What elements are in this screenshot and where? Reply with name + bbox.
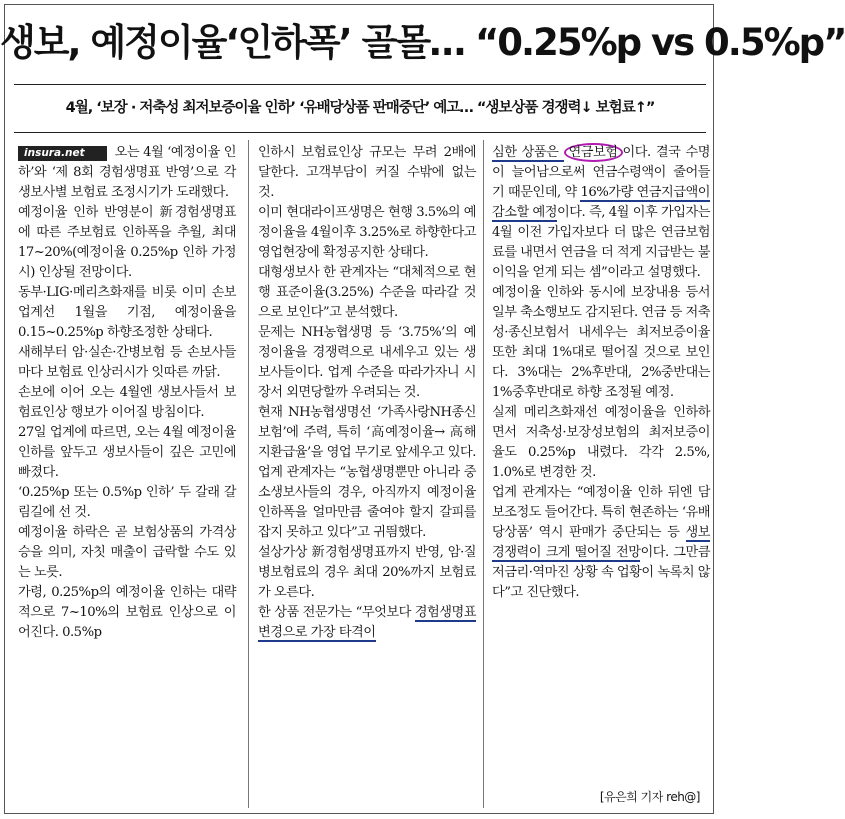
paragraph: 이미 현대라이프생명은 현행 3.5%의 예정이율을 4월이후 3.25%로 하향한다고 영업현장에 확정공지한 상태다. [258, 205, 476, 260]
paragraph: 인하시 보험료인상 규모는 무려 2배에 달한다. 고객부담이 커질 수밖에 없는 것. [258, 145, 476, 200]
paragraph: 업계 관계자는 “농협생명뿐만 아니라 중소생보사들의 경우, 아직까지 예정이율 인하폭을 얼마만큼 줄여야 할지 갈피를 잡지 못하고 있다”고 귀띔했다. [258, 465, 476, 540]
paragraph: 예정이율 인하 반영분이 新경험생명표에 따른 주보험료 인하폭을 추월, 최대 17~20%(예정이율 0.25%p 인하 가정시) 인상될 전망이다. [18, 205, 236, 280]
headline: 생보, 예정이율‘인하폭’ 골몰… “0.25%p vs 0.5%p” [0, 21, 845, 64]
paragraph: 27일 업계에 따르면, 오는 4월 예정이율 인하를 앞두고 생보사들이 깊은 고민에 빠졌다. [18, 425, 236, 480]
subhead: 4월, ‘보장 · 저축성 최저보증이율 인하’ ‘유배당상품 판매중단’ 예고… “생보상품 경쟁력↓ 보험료↑” [65, 100, 655, 116]
source-badge: insura.net [18, 146, 107, 161]
paragraph: 설상가상 新경험생명표까지 반영, 암·질병보험료의 경우 최대 20%까지 보험료가 오른다. [258, 545, 476, 600]
paragraph: 업계 관계자는 “예정이율 인하 뒤엔 담보조정도 들어간다. 특히 현존하는 ‘유배당상품’ 역시 판매가 중단되는 등 생보 경쟁력이 크게 떨어질 전망이다. 그만큼 저금리·역마진 상황 속 업황이 녹록치 않다”고 진단했다. [492, 485, 710, 600]
underlined-text: 경험생명표 변경으로 가장 타격이 [258, 605, 476, 640]
byline: [유은희 기자 reh@] [599, 790, 700, 804]
paragraph: 한 상품 전문가는 “무엇보다 경험생명표 변경으로 가장 타격이 [258, 605, 476, 640]
paragraph: 예정이율 하락은 곧 보험상품의 가격상승을 의미, 자칫 매출이 급락할 수도 있는 노릇. [18, 525, 236, 580]
column-divider [483, 140, 484, 808]
column-1 [18, 143, 236, 643]
headline-rule [14, 84, 706, 85]
paragraph: 손보에 이어 오는 4월엔 생보사들서 보험료인상 행보가 이어질 방침이다. [18, 385, 236, 420]
underlined-text: 심한 상품은 [492, 145, 564, 160]
paragraph: 새해부터 암·실손·간병보험 등 손보사들마다 보험료 인상러시가 잇따른 까닭. [18, 345, 236, 380]
paragraph: 현재 NH농협생명선 ‘가족사랑NH종신보험’에 주력, 특히 ‘高예정이율→ 高해지환급율’을 영업 무기로 앞세우고 있다. [258, 405, 476, 460]
paragraph: 대형생보사 한 관계자는 “대체적으로 현행 표준이율(3.25%) 수준을 따라갈 것으로 보인다”고 분석했다. [258, 265, 476, 320]
column-3 [492, 143, 710, 603]
paragraph: 예정이율 인하와 동시에 보장내용 등서 일부 축소행보도 감지된다. 연금 등 저축성·종신보험서 내세우는 최저보증이율 또한 최대 1%대로 떨어질 것으로 보인다. 3%대는 2%후반대, 2%중반대는 1%중후반대로 하향 조정될 예정. [492, 285, 710, 400]
paragraph: 실제 메리츠화재선 예정이율을 인하하면서 저축성·보장성보험의 최저보증이율도 0.25%p 내렸다. 각각 2.5%, 1.0%로 변경한 것. [492, 405, 710, 480]
underlined-text: 생보 경쟁력이 크게 떨어질 전망 [492, 525, 710, 560]
paragraph: 심한 상품은 연금보험 이다. 결국 수명이 늘어남으로써 연금수령액이 줄어들기 때문인데, 약 16%가량 연금지급액이 감소할 예정이다. 즉, 4월 이후 가입자는 4월 이전 가입자보다 더 많은 연금보험료를 내면서 연금을 더 적게 지급받는 불이익을 얻게 되는 셈”이라고 설명했다. [492, 145, 711, 280]
paragraph: 문제는 NH농협생명 등 ‘3.75%’의 예정이율을 경쟁력으로 내세우고 있는 생보사들이다. 업계 수준을 따라가자니 시장서 외면당할까 우려되는 것. [258, 325, 476, 400]
column-divider [248, 140, 249, 808]
paragraph: insura.net 오는 4월 ‘예정이율 인하’와 ‘제 8회 경험생명표 반영’으로 각 생보사별 보험료 조정시기가 도래했다. [18, 145, 236, 200]
paragraph: 가령, 0.25%p의 예정이율 인하는 대략적으로 7~10%의 보험료 인상으로 이어진다. 0.5%p [18, 585, 236, 640]
column-2 [258, 143, 476, 643]
subhead-rule [14, 132, 706, 133]
circled-text: 연금보험 [564, 143, 623, 162]
underlined-text: 16%가량 연금지급액이 감소할 예정 [492, 185, 710, 220]
paragraph: ‘0.25%p 또는 0.5%p 인하’ 두 갈래 갈림길에 선 것. [18, 485, 236, 520]
paragraph: 동부·LIG·메리츠화재를 비롯 이미 손보업계선 1월을 기점, 예정이율을 0.15~0.25%p 하향조정한 상태다. [18, 285, 236, 340]
